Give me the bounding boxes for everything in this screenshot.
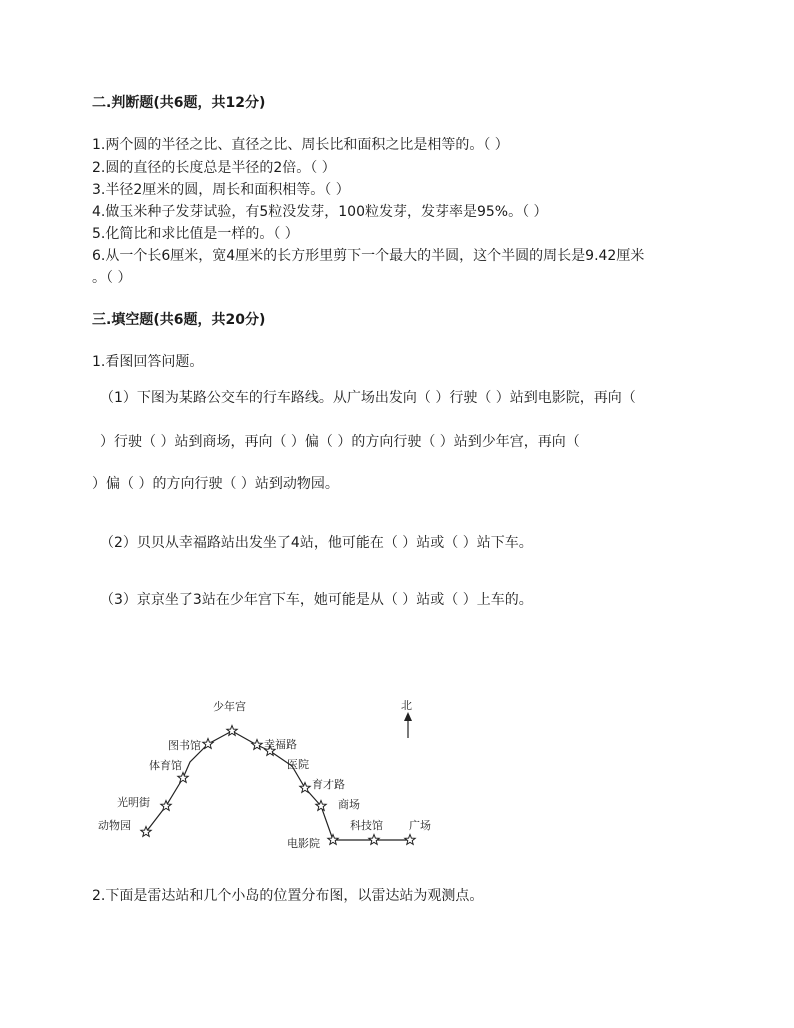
station-star-guangmingjie — [161, 801, 171, 811]
station-label-shaoniangong: 少年宫 — [213, 700, 246, 713]
fill-q1-title: 1.看图回答问题。 — [92, 354, 204, 370]
station-star-tiyuguan — [178, 773, 188, 783]
north-label: 北 — [401, 699, 412, 712]
station-star-kejiguan — [369, 835, 379, 845]
fill-q1-part1-line2: ）行驶（ ）站到商场，再向（ ）偏（ ）的方向行驶（ ）站到少年宫，再向（ — [100, 434, 580, 450]
judge-item-6-continued: 。（ ） — [92, 270, 132, 286]
fill-q1-part1-line1: （1）下图为某路公交车的行车路线。从广场出发向（ ）行驶（ ）站到电影院，再向（ — [100, 390, 636, 406]
station-label-shangchang: 商场 — [338, 798, 360, 811]
judge-item-5: 5.化简比和求比值是一样的。（ ） — [92, 226, 299, 242]
judge-item-2: 2.圆的直径的长度总是半径的2倍。（ ） — [92, 160, 336, 176]
station-label-guangmingjie: 光明街 — [117, 796, 150, 809]
station-label-kejiguan: 科技馆 — [350, 819, 383, 832]
station-star-dianyingyuan — [328, 835, 338, 845]
station-label-dianyingyuan: 电影院 — [287, 837, 320, 850]
station-label-xingfulu: 幸福路 — [264, 738, 297, 751]
station-label-yiyuan: 医院 — [287, 758, 309, 771]
judge-item-1: 1.两个圆的半径之比、直径之比、周长比和面积之比是相等的。（ ） — [92, 137, 509, 153]
judge-item-6: 6.从一个长6厘米，宽4厘米的长方形里剪下一个最大的半圆，这个半圆的周长是9.42厘米 — [92, 248, 645, 264]
section2-heading: 二.判断题(共6题，共12分) — [92, 95, 266, 111]
station-star-yucailu — [300, 783, 310, 793]
judge-item-4: 4.做玉米种子发芽试验，有5粒没发芽，100粒发芽，发芽率是95%。（ ） — [92, 204, 548, 220]
station-label-tiyuguan: 体育馆 — [149, 759, 182, 772]
fill-q2-text: 2.下面是雷达站和几个小岛的位置分布图，以雷达站为观测点。 — [92, 888, 484, 904]
station-label-yucailu: 育才路 — [312, 778, 345, 791]
north-arrow — [401, 699, 412, 738]
station-label-tushuguan: 图书馆 — [168, 739, 201, 752]
station-star-guangchang — [405, 835, 415, 845]
fill-q1-part3: （3）京京坐了3站在少年宫下车，她可能是从（ ）站或（ ）上车的。 — [100, 592, 533, 608]
station-label-dongwuyuan: 动物园 — [98, 819, 131, 832]
fill-q1-part2: （2）贝贝从幸福路站出发坐了4站，他可能在（ ）站或（ ）站下车。 — [100, 535, 533, 551]
station-star-xingfulu — [252, 740, 262, 750]
station-label-guangchang: 广场 — [409, 819, 431, 832]
section3-heading: 三.填空题(共6题，共20分) — [92, 312, 266, 328]
fill-q1-part1-line3: ）偏（ ）的方向行驶（ ）站到动物园。 — [92, 476, 339, 492]
judge-item-3: 3.半径2厘米的圆，周长和面积相等。（ ） — [92, 182, 350, 198]
station-star-shaoniangong — [227, 726, 237, 736]
